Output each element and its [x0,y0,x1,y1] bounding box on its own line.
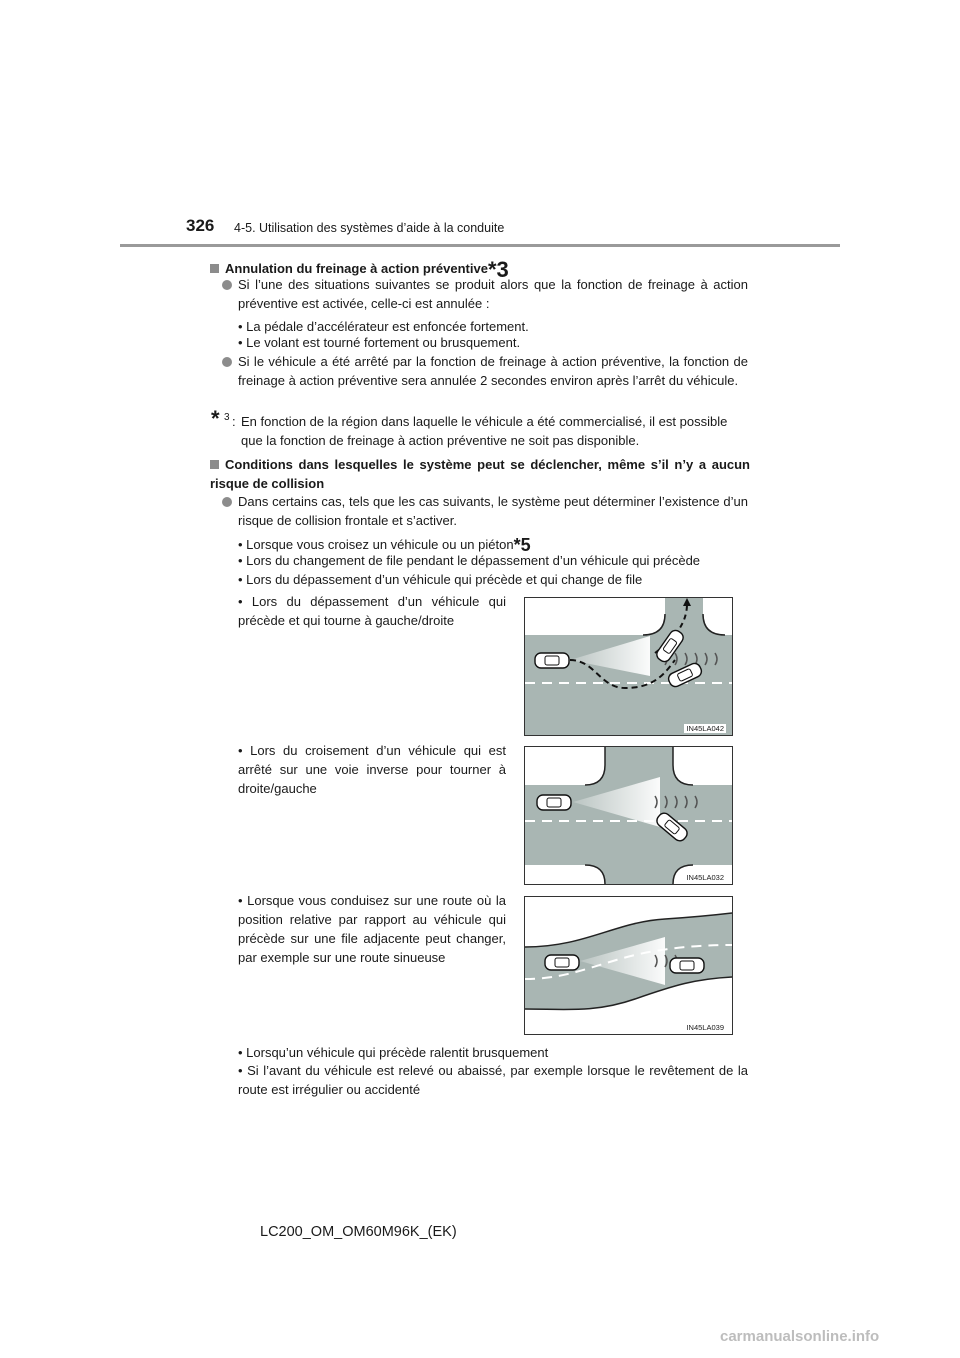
figure-illustration [525,747,732,884]
figure-overtake-turning [524,597,733,736]
paragraph: Si le véhicule a été arrêté par la fonction de freinage à action préventive, la fonction de freinage à action préventive sera annulée 2 secondes environ après l’arrêt du véhicule. [238,354,748,388]
paragraph: Si l’une des situations suivantes se produit alors que la fonction de freinage à action préventive est activée, celle-ci est annulée : [238,277,748,311]
round-bullet-icon [222,357,232,367]
heading-conditions: Conditions dans lesquelles le système peut se déclencher, même s’il n’y a aucun risque de collision [210,457,750,491]
list-item: • Lors du croisement d’un véhicule qui est arrêté sur une voie inverse pour tourner à droite/gauche [238,743,506,796]
figure-illustration [525,897,732,1034]
list-item: • Le volant est tourné fortement ou brusquement. [238,335,521,350]
list-item: • La pédale d’accélérateur est enfoncée fortement. [238,319,529,334]
heading-annulation: Annulation du freinage à action préventive*3 [210,256,750,278]
watermark: carmanualsonline.info [720,1328,880,1345]
list-item: • Lors du dépassement d’un véhicule qui précède et qui tourne à gauche/droite [238,594,506,628]
figure-illustration [525,598,732,735]
figure-crossing-stopped-vehicle [524,746,733,885]
footnote-colon: : [232,414,236,429]
footnote-text: En fonction de la région dans laquelle le véhicule a été commercialisé, il est possible que la fonction de freinage à action préventive ne soit pas disponible. [241,414,728,448]
figure-id: IN45LA032 [686,873,724,882]
list-item: • Si l’avant du véhicule est relevé ou abaissé, par exemple lorsque le revêtement de la route est irrégulier ou accidenté [238,1063,748,1097]
footnote-asterisk: * [211,406,220,431]
list-item: • Lors du dépassement d’un véhicule qui précède et qui change de file [238,572,643,587]
list-item: • Lors du changement de file pendant le dépassement d’un véhicule qui précède [238,553,701,568]
list-item: • Lorsque vous croisez un véhicule ou un piéton*5 [238,535,531,555]
footnote-number: 3 [224,412,230,423]
round-bullet-icon [222,280,232,290]
footnote-ref: *5 [513,535,531,555]
document-code: LC200_OM_OM60M96K_(EK) [260,1224,457,1240]
list-item: • Lorsque vous conduisez sur une route où la position relative par rapport au véhicule qui précède sur une file adjacente peut changer, par exemple sur une route sinueuse [238,893,506,965]
round-bullet-icon [222,497,232,507]
square-bullet-icon [210,460,219,469]
header-rule [120,244,840,247]
section-title: 4-5. Utilisation des systèmes d’aide à la conduite [234,221,505,235]
figure-winding-road [524,896,733,1035]
footnote-ref: *3 [487,257,509,282]
page-number: 326 [186,216,215,235]
figure-id: IN45LA039 [686,1023,724,1032]
figure-id: IN45LA042 [686,724,724,733]
square-bullet-icon [210,264,219,273]
list-item: • Lorsqu’un véhicule qui précède ralentit brusquement [238,1045,549,1060]
paragraph: Dans certains cas, tels que les cas suivants, le système peut déterminer l’existence d’un risque de collision frontale et s’activer. [238,494,748,528]
